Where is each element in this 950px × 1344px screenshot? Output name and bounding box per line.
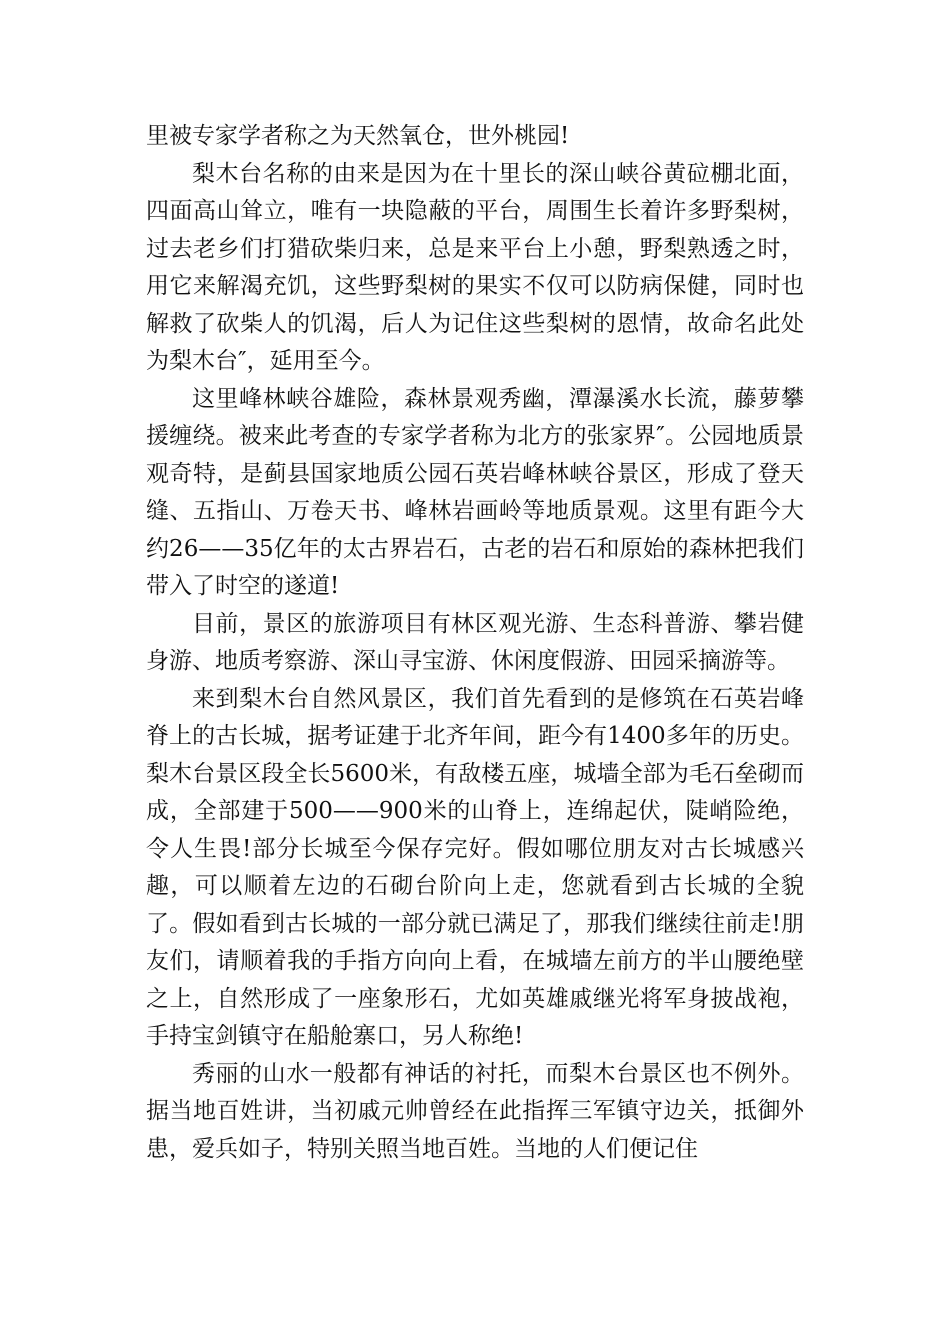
paragraph-great-wall: 来到梨木台自然风景区，我们首先看到的是修筑在石英岩峰脊上的古长城，据考证建于北齐年间，距今有1400多年的历史。梨木台景区段全长5600米，有敌楼五座，城墙全部为毛石垒砌而成，全部建于500——900米的山脊上，连绵起伏，陡峭险绝，令人生畏!部分长城至今保存完好。假如哪位朋友对古长城感兴趣，可以顺着左边的石砌台阶向上走，您就看到古长城的全貌了。假如看到古长城的一部分就已满足了，那我们继续往前走!朋友们，请顺着我的手指方向向上看，在城墙左前方的半山腰绝壁之上，自然形成了一座象形石，尤如英雄戚继光将军身披战袍，手持宝剑镇守在船舱寨口，另人称绝! [146,685,804,1049]
document-body [146,118,804,1168]
paragraph-tourism-projects: 目前，景区的旅游项目有林区观光游、生态科普游、攀岩健身游、地质考察游、深山寻宝游、休闲度假游、田园采摘游等。 [146,610,804,674]
paragraph-geology: 这里峰林峡谷雄险，森林景观秀幽，潭瀑溪水长流，藤萝攀援缠绕。被来此考查的专家学者称为北方的张家界″。公园地质景观奇特，是蓟县国家地质公园石英岩峰林峡谷景区，形成了登天缝、五指山、万卷天书、峰林岩画岭等地质景观。这里有距今大约26——35亿年的太古界岩石，古老的岩石和原始的森林把我们带入了时空的遂道! [146,385,804,599]
paragraph-legend: 秀丽的山水一般都有神话的衬托，而梨木台景区也不例外。据当地百姓讲，当初戚元帅曾经在此指挥三军镇守边关，抵御外患，爱兵如子，特别关照当地百姓。当地的人们便记住 [146,1060,804,1162]
paragraph-continued: 里被专家学者称之为天然氧仓，世外桃园! [146,123,570,149]
paragraph-name-origin: 梨木台名称的由来是因为在十里长的深山峡谷黄砬棚北面，四面高山耸立，唯有一块隐蔽的平台，周围生长着许多野梨树，过去老乡们打猎砍柴归来，总是来平台上小憩，野梨熟透之时，用它来解渴充饥，这些野梨树的果实不仅可以防病保健，同时也解救了砍柴人的饥渴，后人为记住这些梨树的恩情，故命名此处为梨木台″，延用至今。 [146,160,804,374]
